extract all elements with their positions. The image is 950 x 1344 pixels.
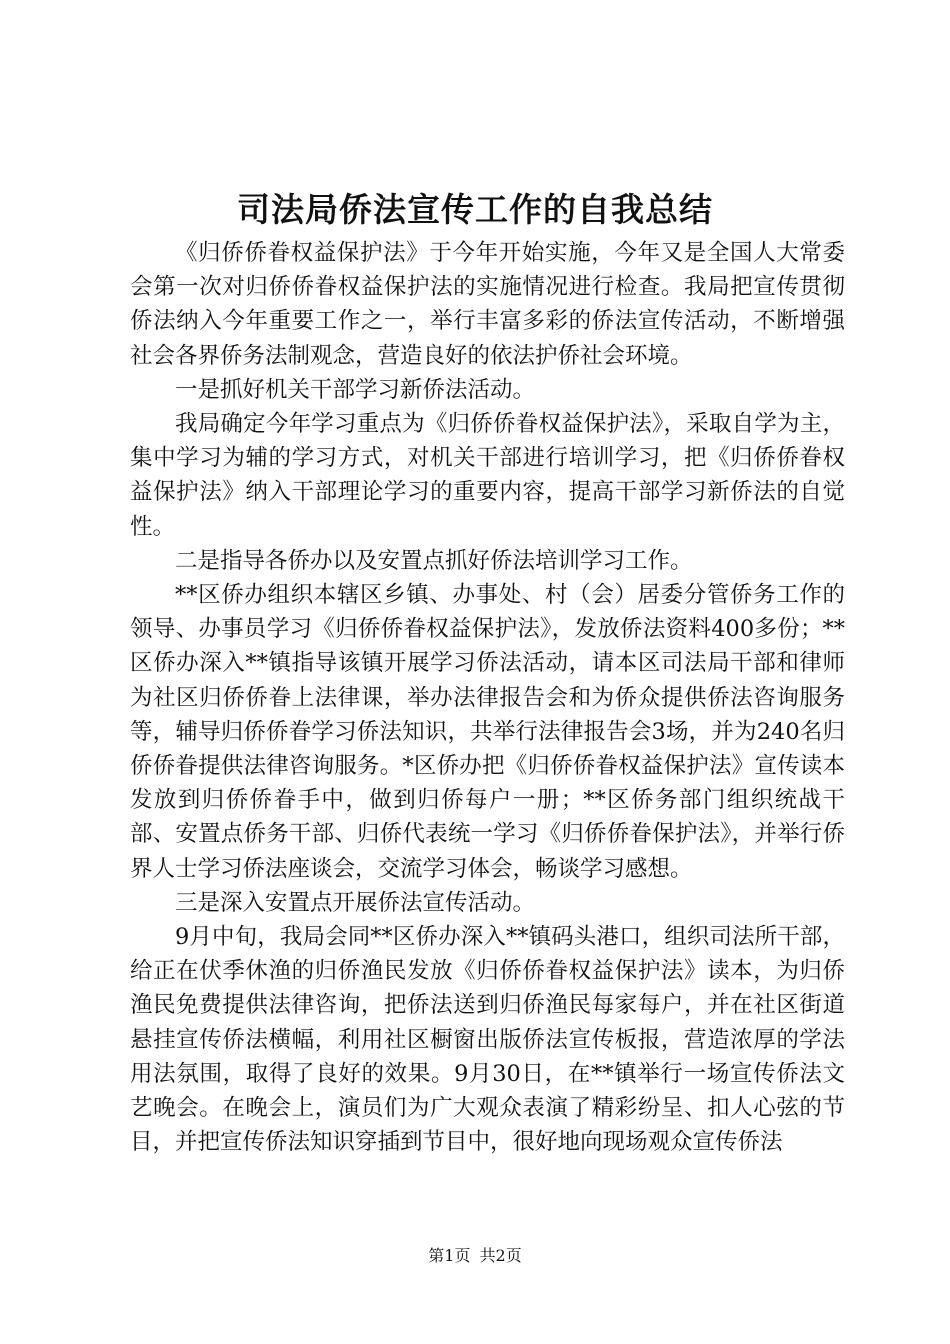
- page-number: 第1页: [428, 1246, 471, 1265]
- paragraph-2: **区侨办组织本辖区乡镇、办事处、村（会）居委分管侨务工作的领导、办事员学习《归侨侨眷权益保护法》，发放侨法资料400多份；**区侨办深入**镇指导该镇开展学习侨法活动，请本区司法局干部和律师为社区归侨侨眷上法律课，举办法律报告会和为侨众提供侨法咨询服务等，辅导归侨侨眷学习侨法知识，共举行法律报告会3场，并为240名归侨侨眷提供法律咨询服务。*区侨办把《归侨侨眷权益保护法》宣传读本发放到归侨侨眷手中，做到归侨每户一册；**区侨务部门组织统战干部、安置点侨务干部、归侨代表统一学习《归侨侨眷保护法》，并举行侨界人士学习侨法座谈会，交流学习体会，畅谈学习感想。: [130, 582, 845, 882]
- paragraph-1: 我局确定今年学习重点为《归侨侨眷权益保护法》，采取自学为主，集中学习为辅的学习方式，对机关干部进行培训学习，把《归侨侨眷权益保护法》纳入干部理论学习的重要内容，提高干部学习新侨法的自觉性。: [130, 411, 845, 540]
- paragraph-intro: 《归侨侨眷权益保护法》于今年开始实施，今年又是全国人大常委会第一次对归侨侨眷权益保护法的实施情况进行检查。我局把宣传贯彻侨法纳入今年重要工作之一，举行丰富多彩的侨法宣传活动，不断增强社会各界侨务法制观念，营造良好的依法护侨社会环境。: [130, 240, 845, 369]
- section-heading-2: 二是指导各侨办以及安置点抓好侨法培训学习工作。: [175, 547, 693, 574]
- section-heading-3: 三是深入安置点开展侨法宣传活动。: [175, 889, 536, 916]
- document-body: [130, 236, 845, 1159]
- page-total: 共2页: [479, 1246, 522, 1265]
- document-title: 司法局侨法宣传工作的自我总结: [237, 190, 713, 229]
- paragraph-3: 9月中旬，我局会同**区侨办深入**镇码头港口，组织司法所干部，给正在伏季休渔的归侨渔民发放《归侨侨眷权益保护法》读本，为归侨渔民免费提供法律咨询，把侨法送到归侨渔民每家每户，并在社区街道悬挂宣传侨法横幅，利用社区橱窗出版侨法宣传板报，营造浓厚的学法用法氛围，取得了良好的效果。9月30日，在**镇举行一场宣传侨法文艺晚会。在晚会上，演员们为广大观众表演了精彩纷呈、扣人心弦的节目，并把宣传侨法知识穿插到节目中，很好地向现场观众宣传侨法: [130, 924, 845, 1156]
- page-footer: [0, 1244, 950, 1268]
- section-heading-1: 一是抓好机关干部学习新侨法活动。: [175, 376, 536, 403]
